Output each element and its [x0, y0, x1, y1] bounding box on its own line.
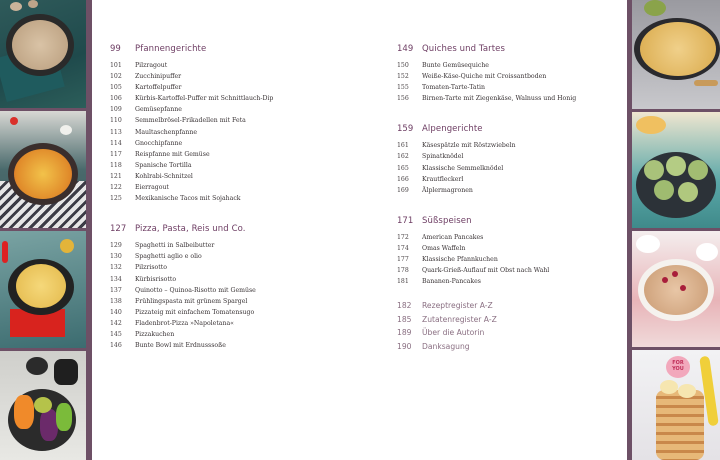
section-heading[interactable] [397, 216, 622, 230]
section-page-number: 159 [397, 124, 414, 135]
left-photo-strip [0, 0, 92, 460]
entry-page-number: 109 [110, 106, 122, 114]
toc-entry[interactable] [397, 278, 622, 289]
photo-pear-tart [632, 0, 720, 109]
entry-title: American Pancakes [422, 233, 484, 241]
toc-entry[interactable] [397, 256, 622, 267]
entry-page-number: 150 [397, 62, 409, 69]
section-heading[interactable] [110, 44, 370, 58]
entry-page-number: 166 [397, 175, 409, 183]
toc-entry[interactable] [397, 176, 622, 187]
entry-page-number: 165 [397, 164, 409, 172]
entry-title: Pilzrisotto [135, 264, 167, 272]
entry-title: Klassische Pfannkuchen [422, 256, 498, 264]
toc-entry[interactable] [110, 276, 370, 287]
appendix-page-number: 190 [397, 341, 412, 351]
entry-page-number: 181 [397, 278, 409, 286]
section-page-number: 149 [397, 44, 414, 54]
toc-entry[interactable] [397, 187, 622, 198]
appendix-page-number: 189 [397, 328, 412, 338]
section-title: Alpengerichte [422, 124, 483, 135]
section-heading[interactable] [110, 224, 370, 238]
entry-page-number: 155 [397, 84, 409, 92]
entry-page-number: 102 [110, 73, 122, 81]
section-title: Pizza, Pasta, Reis und Co. [135, 224, 246, 235]
toc-entry[interactable] [397, 62, 622, 73]
toc-entry[interactable] [110, 331, 370, 342]
toc-entry[interactable] [110, 62, 370, 73]
entry-title: Frühlingspasta mit grünem Spargel [135, 297, 248, 305]
photo-quark-bake [632, 231, 720, 347]
section-heading[interactable] [397, 44, 622, 58]
entry-page-number: 137 [110, 286, 122, 294]
toc-entry[interactable] [110, 140, 370, 151]
entry-title: Klassische Semmelknödel [422, 164, 504, 172]
toc-entry[interactable] [110, 342, 370, 353]
entry-title: Spaghetti aglio e olio [135, 253, 202, 261]
entry-page-number: 113 [110, 128, 122, 136]
section-page-number: 171 [397, 215, 414, 226]
photo-gnocchi-pan [0, 111, 86, 228]
right-photo-strip [627, 0, 720, 460]
photo-spinach-dumplings [632, 112, 720, 228]
entry-page-number: 140 [110, 308, 122, 316]
photo-mushroom-ragout [0, 0, 86, 108]
entry-title: Quinotto – Quinoa-Risotto mit Gemüse [135, 286, 256, 294]
entry-title: Pilzragout [135, 62, 168, 69]
toc-entry[interactable] [110, 309, 370, 320]
toc-entry[interactable] [110, 117, 370, 128]
photo-bowl [0, 351, 86, 460]
entry-title: Weiße-Käse-Quiche mit Croissantboden [422, 73, 547, 81]
toc-entry[interactable] [110, 151, 370, 162]
entry-title: Gnocchipfanne [135, 139, 183, 147]
entry-page-number: 172 [397, 233, 409, 241]
toc-entry[interactable] [110, 73, 370, 84]
toc-entry[interactable] [397, 245, 622, 256]
entry-page-number: 132 [110, 264, 122, 272]
toc-section [397, 124, 622, 197]
toc-entry[interactable] [397, 234, 622, 245]
appendix-title: Danksagung [422, 341, 470, 351]
entry-page-number: 134 [110, 275, 122, 283]
entry-page-number: 178 [397, 267, 409, 275]
section-page-number: 127 [110, 224, 127, 235]
entry-title: Semmelbrösel-Frikadellen mit Feta [135, 117, 246, 125]
entry-title: Krautfleckerl [422, 175, 464, 183]
entry-title: Birnen-Tarte mit Ziegenkäse, Walnuss und Honig [422, 95, 577, 103]
entry-title: Bunte Gemüsequiche [422, 62, 489, 69]
entry-title: Tomaten-Tarte-Tatin [422, 84, 486, 92]
toc-entry[interactable] [397, 73, 622, 84]
appendix-item[interactable] [397, 315, 622, 329]
section-title: Pfannengerichte [135, 44, 207, 54]
appendix-page-number: 185 [397, 314, 412, 324]
section-title: Quiches und Tartes [422, 44, 506, 54]
appendix-title: Zutatenregister A-Z [422, 314, 497, 324]
entry-page-number: 130 [110, 253, 122, 261]
toc-entry[interactable] [397, 84, 622, 95]
toc-entry[interactable] [110, 287, 370, 298]
toc-entry[interactable] [110, 95, 370, 106]
toc-entry[interactable] [110, 173, 370, 184]
entry-page-number: 177 [397, 256, 409, 264]
entry-page-number: 114 [110, 139, 122, 147]
entry-title: Omas Waffeln [422, 244, 466, 252]
entry-title: Maultaschenpfanne [135, 128, 198, 136]
entry-page-number: 129 [110, 242, 122, 250]
entry-title: Bananen-Pancakes [422, 278, 481, 286]
entry-page-number: 142 [110, 319, 122, 327]
appendix-item[interactable] [397, 342, 622, 356]
entry-page-number: 138 [110, 297, 122, 305]
photo-spaghetti [0, 231, 86, 348]
appendix-page-number: 182 [397, 301, 412, 311]
toc-entry[interactable] [397, 165, 622, 176]
entry-page-number: 146 [110, 342, 122, 350]
toc-section [110, 44, 370, 206]
toc-entry[interactable] [110, 264, 370, 275]
toc-entry[interactable] [110, 298, 370, 309]
toc-section [110, 224, 370, 353]
entry-page-number: 125 [110, 195, 122, 203]
entry-page-number: 145 [110, 330, 122, 338]
toc-entry[interactable] [110, 162, 370, 173]
toc-entry[interactable] [110, 184, 370, 195]
entry-title: Kürbis-Kartoffel-Puffer mit Schnittlauch-Dip [135, 95, 274, 103]
entry-page-number: 105 [110, 84, 122, 92]
entry-page-number: 169 [397, 186, 409, 194]
entry-title: Bunte Bowl mit Erdnusssoße [135, 342, 226, 350]
toc-entry[interactable] [110, 320, 370, 331]
entry-page-number: 161 [397, 142, 409, 150]
toc-entry[interactable] [110, 242, 370, 253]
entry-page-number: 117 [110, 150, 122, 158]
toc-entry[interactable] [110, 84, 370, 95]
entry-title: Kürbisrisotto [135, 275, 177, 283]
entry-title: Kohlrabi-Schnitzel [135, 172, 193, 180]
entry-page-number: 156 [397, 95, 409, 103]
section-title: Süßspeisen [422, 215, 472, 226]
toc-entry[interactable] [110, 129, 370, 140]
entry-title: Eierragout [135, 184, 169, 192]
entry-title: Pizzateig mit einfachem Tomatensugo [135, 308, 255, 316]
entry-page-number: 110 [110, 117, 122, 125]
pancake-sign-text: FOR YOU [672, 360, 684, 372]
appendix-item[interactable] [397, 328, 622, 342]
entry-page-number: 174 [397, 244, 409, 252]
appendix-item[interactable] [397, 301, 622, 315]
entry-title: Spaghetti in Salbeibutter [135, 242, 215, 250]
toc-entry[interactable] [397, 95, 622, 106]
entry-page-number: 106 [110, 95, 122, 103]
entry-title: Gemüsepfanne [135, 106, 182, 114]
entry-title: Quark-Grieß-Auflauf mit Obst nach Wahl [422, 267, 550, 275]
toc-entry[interactable] [397, 153, 622, 164]
toc-entry[interactable] [110, 195, 370, 206]
entry-page-number: 121 [110, 172, 122, 180]
entry-page-number: 162 [397, 153, 409, 161]
toc-entry[interactable] [397, 267, 622, 278]
entry-title: Älplermagronen [422, 186, 473, 194]
section-heading[interactable] [397, 124, 622, 138]
toc-left-column [110, 44, 370, 371]
entry-page-number: 152 [397, 73, 409, 81]
appendix-title: Über die Autorin [422, 328, 485, 338]
entry-title: Fladenbrot-Pizza »Napoletana« [135, 319, 234, 327]
section-page-number: 99 [110, 44, 121, 54]
entry-title: Spinatknödel [422, 153, 464, 161]
entry-title: Spanische Tortilla [135, 161, 192, 169]
appendix-title: Rezeptregister A-Z [422, 301, 493, 311]
toc-entry[interactable] [110, 106, 370, 117]
toc-entry[interactable] [397, 142, 622, 153]
toc-appendix [397, 301, 622, 355]
toc-section [397, 216, 622, 289]
entry-title: Reispfanne mit Gemüse [135, 150, 210, 158]
photo-banana-pancakes [632, 350, 720, 460]
entry-title: Zucchinipuffer [135, 73, 182, 81]
entry-title: Pizzakuchen [135, 330, 175, 338]
entry-title: Käsespätzle mit Röstzwiebeln [422, 142, 516, 150]
entry-title: Kartoffelpuffer [135, 84, 182, 92]
entry-title: Mexikanische Tacos mit Sojahack [135, 195, 241, 203]
toc-section [397, 44, 622, 106]
entry-page-number: 101 [110, 62, 122, 69]
entry-page-number: 118 [110, 161, 122, 169]
toc-right-column [397, 44, 622, 355]
entry-page-number: 122 [110, 184, 122, 192]
toc-entry[interactable] [110, 253, 370, 264]
